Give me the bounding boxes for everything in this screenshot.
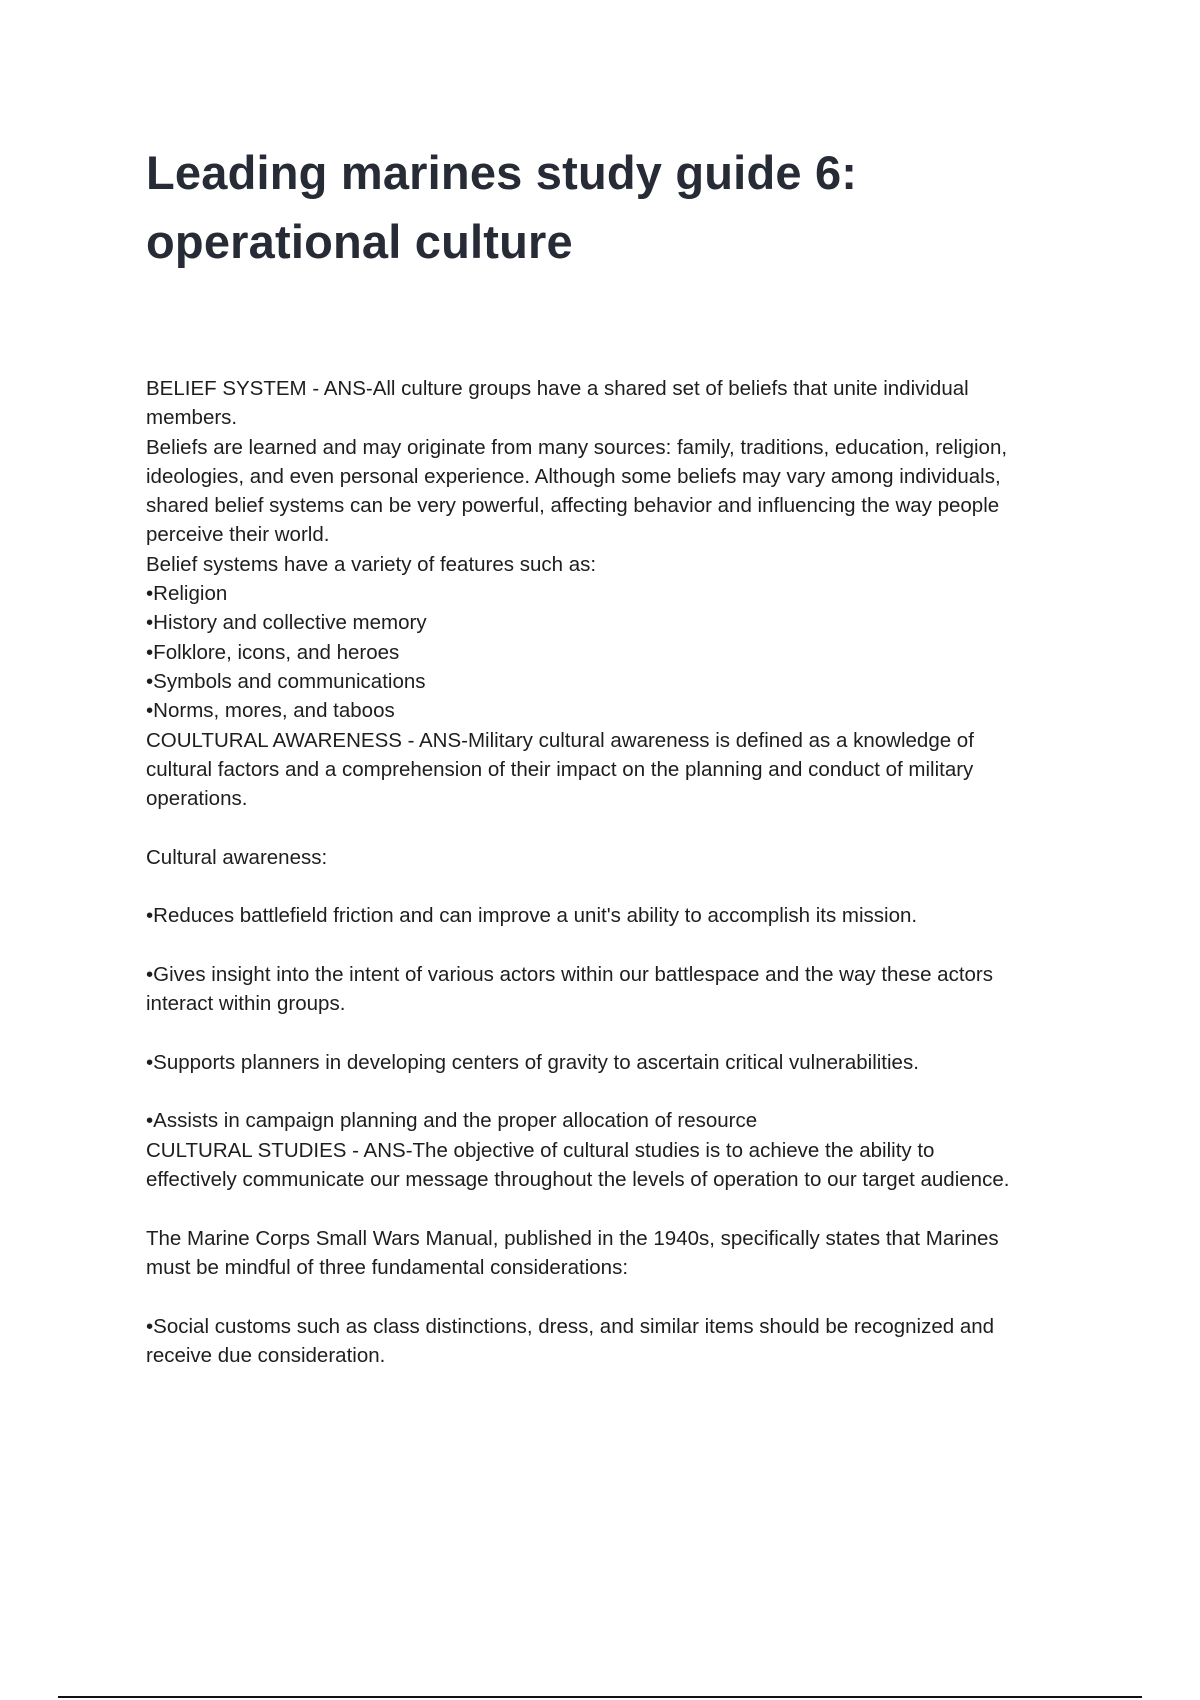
text-line: •Religion [146,582,228,606]
text-line: •Social customs such as class distinctions, dress, and similar items should be recognized and [146,1314,995,1338]
text-line: receive due consideration. [146,1343,386,1367]
blank-line [146,813,1096,842]
document-body [146,374,1096,1370]
text-line: COULTURAL AWARENESS - ANS-Military cultural awareness is defined as a knowledge of [146,728,974,752]
text-line: Belief systems have a variety of features such as: [146,552,597,576]
text-line: •Assists in campaign planning and the proper allocation of resource [146,1109,758,1133]
text-line: interact within groups. [146,992,346,1016]
title-line-2: operational culture [146,215,573,268]
text-line: CULTURAL STUDIES - ANS-The objective of cultural studies is to achieve the ability to [146,1138,935,1162]
text-line: •Supports planners in developing centers of gravity to ascertain critical vulnerabilities. [146,1050,919,1074]
text-line: •Folklore, icons, and heroes [146,640,400,664]
text-line: cultural factors and a comprehension of their impact on the planning and conduct of military [146,757,974,781]
text-line: effectively communicate our message throughout the levels of operation to our target audience. [146,1168,1010,1192]
text-line: BELIEF SYSTEM - ANS-All culture groups have a shared set of beliefs that unite individual [146,377,969,400]
title-line-1: Leading marines study guide 6: [146,146,858,199]
blank-line [146,1194,1096,1223]
blank-line [146,1019,1096,1048]
text-line: Cultural awareness: [146,845,328,869]
blank-line [146,1077,1096,1106]
footer-rule [58,1696,1142,1698]
text-line: Beliefs are learned and may originate from many sources: family, traditions, education, religion, [146,435,1008,459]
text-line: ideologies, and even personal experience. Although some beliefs may vary among individuals, [146,464,1001,488]
text-line: shared belief systems can be very powerful, affecting behavior and influencing the way people [146,494,1000,518]
text-line: The Marine Corps Small Wars Manual, published in the 1940s, specifically states that Marines [146,1226,999,1250]
text-line: operations. [146,787,248,811]
text-line: •Reduces battlefield friction and can improve a unit's ability to accomplish its mission. [146,904,918,928]
blank-line [146,1282,1096,1311]
text-line: •History and collective memory [146,611,427,635]
text-line: must be mindful of three fundamental considerations: [146,1255,629,1279]
text-line: •Gives insight into the intent of various actors within our battlespace and the way these actors [146,962,993,986]
blank-line [146,931,1096,960]
text-line: •Symbols and communications [146,669,426,693]
text-line: members. [146,406,238,430]
document-title [146,138,1106,276]
blank-line [146,872,1096,901]
text-line: •Norms, mores, and taboos [146,699,395,723]
text-line: perceive their world. [146,523,330,547]
